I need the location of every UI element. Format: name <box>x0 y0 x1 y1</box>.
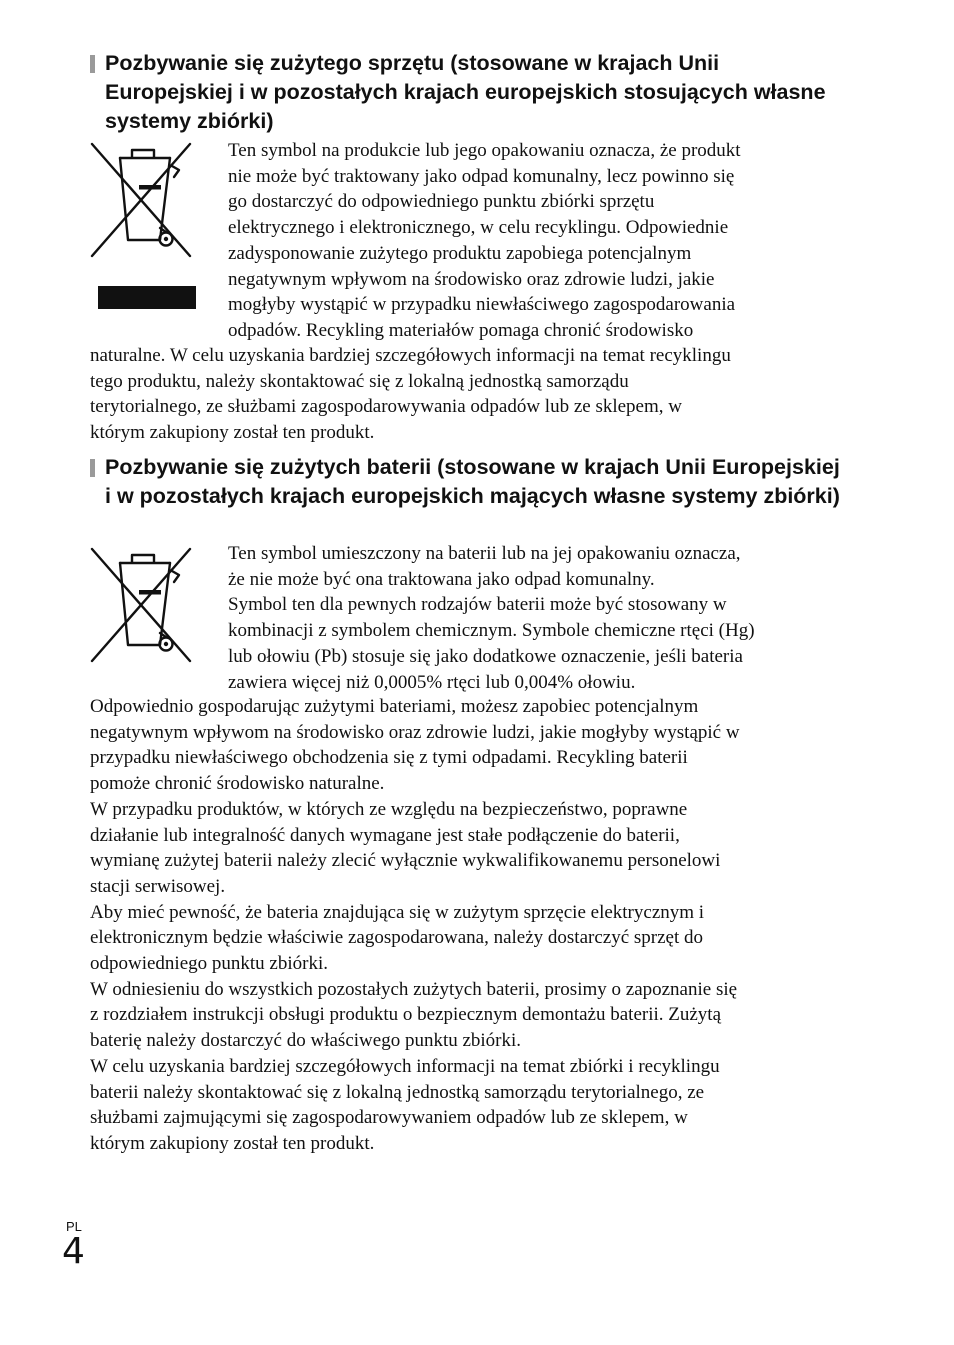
text-line: naturalne. W celu uzyskania bardziej szczegółowych informacji na temat recyklingu <box>90 345 731 366</box>
text-line: stacji serwisowej. <box>90 875 226 897</box>
text-line: negatywnym wpływom na środowisko oraz zdrowie ludzi, jakie <box>228 268 715 290</box>
heading-text: Pozbywanie się zużytego sprzętu (stosowane w krajach Unii Europejskiej i w pozostałych krajach europejskich stosujących własne systemy zbiórki) <box>105 51 826 133</box>
text-line: działanie lub integralność danych wymagane jest stałe podłączenie do baterii, <box>90 824 680 846</box>
text-line: W celu uzyskania bardziej szczegółowych informacji na temat zbiórki i recyklingu <box>90 1055 720 1077</box>
section2-body-text <box>90 694 850 1157</box>
text-line: kombinacji z symbolem chemicznym. Symbole chemiczne rtęci (Hg) <box>228 620 755 642</box>
battery-bin-icon <box>90 545 198 667</box>
text-line: służbami zajmującymi się zagospodarowywaniem odpadów lub ze sklepem, w <box>90 1107 688 1129</box>
text-line: elektrycznego i elektronicznego, w celu recyklingu. Odpowiednie <box>228 217 729 239</box>
text-line: mogłyby wystąpić w przypadku niewłaściwego zagospodarowania <box>228 294 736 316</box>
text-line: W odniesieniu do wszystkich pozostałych zużytych baterii, prosimy o zapoznanie się <box>90 978 738 1000</box>
text-line: nie może być traktowany jako odpad komunalny, lecz powinno się <box>228 165 735 187</box>
text-line: negatywnym wpływom na środowisko oraz zdrowie ludzi, jakie mogłyby wystąpić w <box>90 721 740 743</box>
text-line: Aby mieć pewność, że bateria znajdująca się w zużytym sprzęcie elektrycznym i <box>90 901 705 923</box>
heading-bar <box>90 459 95 477</box>
text-line: tego produktu, należy skontaktować się z lokalną jednostką samorządu <box>90 370 629 392</box>
text-line: zawiera więcej niż 0,0005% rtęci lub 0,004% ołowiu. <box>228 671 636 693</box>
section1-intro-text <box>228 138 848 344</box>
text-line: pomoże chronić środowisko naturalne. <box>90 773 385 795</box>
language-code: PL <box>66 1219 82 1234</box>
page-number: 4 <box>62 1231 85 1272</box>
text-line: baterii należy skontaktować się z lokalną jednostką samorządu terytorialnego, ze <box>90 1081 705 1103</box>
weee-bin-icon <box>90 140 198 312</box>
heading-bar <box>90 55 95 73</box>
text-line: odpadów. Recykling materiałów pomaga chronić środowisko <box>228 319 694 341</box>
text-line: przypadku niewłaściwego obchodzenia się z tymi odpadami. Recykling baterii <box>90 747 688 769</box>
text-line: Ten symbol na produkcie lub jego opakowaniu oznacza, że produkt <box>228 140 741 161</box>
text-line: którym zakupiony został ten produkt. <box>90 422 375 444</box>
text-line: Odpowiednio gospodarując zużytymi bateriami, możesz zapobiec potencjalnym <box>90 696 699 717</box>
text-line: którym zakupiony został ten produkt. <box>90 1132 375 1154</box>
text-line: elektronicznym będzie właściwie zagospodarowana, należy dostarczyć sprzęt do <box>90 927 704 949</box>
section1-body-text <box>90 343 850 446</box>
text-line: odpowiedniego punktu zbiórki. <box>90 953 328 975</box>
heading-text: Pozbywanie się zużytych baterii (stosowane w krajach Unii Europejskiej i w pozostałych krajach europejskich mających własne systemy zbiórki) <box>105 455 840 508</box>
text-line: z rozdziałem instrukcji obsługi produktu o bezpiecznym demontażu baterii. Zużytą <box>90 1004 722 1026</box>
text-line: go dostarczyć do odpowiedniego punktu zbiórki sprzętu <box>228 191 655 213</box>
text-line: Ten symbol umieszczony na baterii lub na jej opakowaniu oznacza, <box>228 543 741 564</box>
text-line: baterię należy dostarczyć do właściwego punktu zbiórki. <box>90 1030 522 1052</box>
text-line: terytorialnego, ze służbami zagospodarowywania odpadów lub ze sklepem, w <box>90 396 682 418</box>
text-line: lub ołowiu (Pb) stosuje się jako dodatkowe oznaczenie, jeśli bateria <box>228 645 743 667</box>
section-heading-equipment <box>90 49 850 136</box>
text-line: zadysponowanie zużytego produktu zapobiega potencjalnym <box>228 242 692 264</box>
section-heading-batteries <box>90 453 850 511</box>
text-line: że nie może być ona traktowana jako odpad komunalny. <box>228 568 655 590</box>
section2-intro-text <box>228 541 848 695</box>
text-line: wymianę zużytej baterii należy zlecić wyłącznie wykwalifikowanemu personelowi <box>90 850 721 872</box>
text-line: W przypadku produktów, w których ze względu na bezpieczeństwo, poprawne <box>90 798 688 820</box>
text-line: Symbol ten dla pewnych rodzajów baterii może być stosowany w <box>228 594 727 616</box>
